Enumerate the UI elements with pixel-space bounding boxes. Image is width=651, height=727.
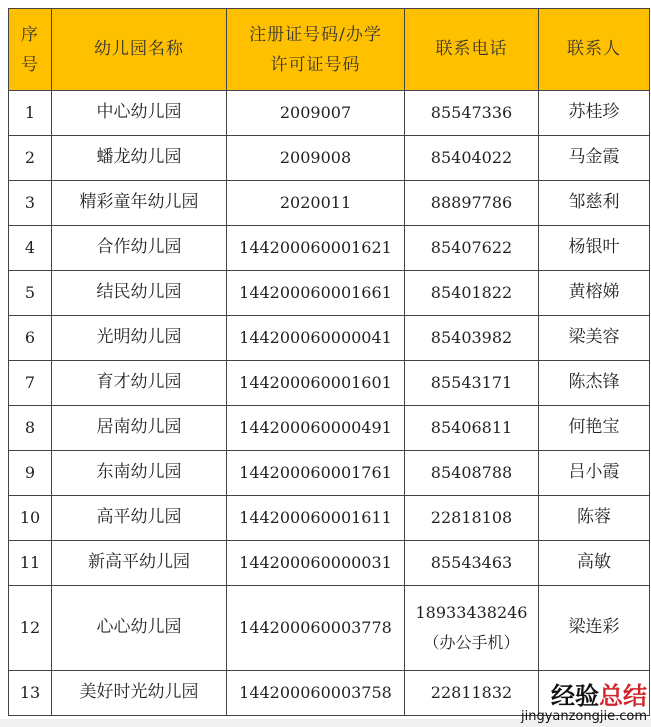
- row-name: 结民幼儿园: [52, 271, 227, 316]
- row-contact: 陈杰锋: [539, 361, 650, 406]
- row-code: 144200060001601: [227, 361, 405, 406]
- row-phone: 85543171: [405, 361, 539, 406]
- row-contact: 邹慈利: [539, 181, 650, 226]
- table-row: [9, 226, 650, 271]
- row-phone: 85543463: [405, 541, 539, 586]
- row-index: 5: [9, 271, 52, 316]
- row-index: 4: [9, 226, 52, 271]
- row-name: 中心幼儿园: [52, 91, 227, 136]
- row-code: 2020011: [227, 181, 405, 226]
- table-row: [9, 136, 650, 181]
- row-code: 144200060000491: [227, 406, 405, 451]
- row-name: 育才幼儿园: [52, 361, 227, 406]
- row-name: 光明幼儿园: [52, 316, 227, 361]
- row-index: 1: [9, 91, 52, 136]
- row-contact: 梁美容: [539, 316, 650, 361]
- header-index: [9, 9, 52, 91]
- row-code: 144200060003758: [227, 671, 405, 716]
- header-code-line1: 注册证号码/办学: [249, 24, 382, 45]
- row-phone: 88897786: [405, 181, 539, 226]
- table-row: [9, 361, 650, 406]
- row-contact: 马金霞: [539, 136, 650, 181]
- row-phone: 22811832: [405, 671, 539, 716]
- row-phone: 85407622: [405, 226, 539, 271]
- table-row: [9, 181, 650, 226]
- table-row: [9, 671, 650, 716]
- bottom-strip: [0, 719, 651, 727]
- row-contact: 黄榕娣: [539, 271, 650, 316]
- header-name: 幼儿园名称: [52, 9, 227, 91]
- row-contact: 杨银叶: [539, 226, 650, 271]
- row-phone: 22818108: [405, 496, 539, 541]
- row-name: 高平幼儿园: [52, 496, 227, 541]
- row-contact: [539, 671, 650, 716]
- header-code-line2: 许可证号码: [270, 54, 361, 75]
- row-contact: 何艳宝: [539, 406, 650, 451]
- row-name: 合作幼儿园: [52, 226, 227, 271]
- table-row: [9, 271, 650, 316]
- kindergarten-table-container: [8, 8, 649, 716]
- row-code: 144200060000041: [227, 316, 405, 361]
- row-index: 9: [9, 451, 52, 496]
- row-phone: 85404022: [405, 136, 539, 181]
- watermark-text-a: 经验: [551, 682, 599, 710]
- row-phone: 85408788: [405, 451, 539, 496]
- row-name: 精彩童年幼儿园: [52, 181, 227, 226]
- header-phone: 联系电话: [405, 9, 539, 91]
- row-phone: 85406811: [405, 406, 539, 451]
- row-index: 2: [9, 136, 52, 181]
- table-header-row: [9, 9, 650, 91]
- row-phone-note: （办公手机）: [423, 633, 520, 652]
- header-contact: 联系人: [539, 9, 650, 91]
- row-contact: 陈蓉: [539, 496, 650, 541]
- table-row: [9, 451, 650, 496]
- watermark-text-b: 总结: [599, 682, 647, 710]
- row-code: 144200060001621: [227, 226, 405, 271]
- row-name: 新高平幼儿园: [52, 541, 227, 586]
- header-code: [227, 9, 405, 91]
- table-row: [9, 91, 650, 136]
- row-code: 2009008: [227, 136, 405, 181]
- header-index-line1: 序: [21, 24, 39, 45]
- row-code: 144200060001761: [227, 451, 405, 496]
- row-index: 12: [9, 586, 52, 671]
- table-row: [9, 496, 650, 541]
- row-index: 3: [9, 181, 52, 226]
- row-index: 7: [9, 361, 52, 406]
- row-index: 11: [9, 541, 52, 586]
- row-contact: 梁连彩: [539, 586, 650, 671]
- row-name: 蟠龙幼儿园: [52, 136, 227, 181]
- row-code: 2009007: [227, 91, 405, 136]
- row-name: 心心幼儿园: [52, 586, 227, 671]
- table-row: [9, 586, 650, 671]
- row-phone-number: 18933438246: [415, 603, 528, 622]
- table-row: [9, 541, 650, 586]
- table-row: [9, 316, 650, 361]
- row-contact: 吕小霞: [539, 451, 650, 496]
- row-phone: 85403982: [405, 316, 539, 361]
- row-code: 144200060003778: [227, 586, 405, 671]
- row-code: 144200060000031: [227, 541, 405, 586]
- row-phone: [405, 586, 539, 671]
- row-index: 10: [9, 496, 52, 541]
- row-phone: 85547336: [405, 91, 539, 136]
- kindergarten-table: [8, 8, 650, 716]
- row-contact: 苏桂珍: [539, 91, 650, 136]
- row-index: 13: [9, 671, 52, 716]
- row-index: 6: [9, 316, 52, 361]
- row-name: 居南幼儿园: [52, 406, 227, 451]
- header-index-line2: 号: [21, 54, 39, 75]
- watermark-url: jingyanzongjie.com: [520, 709, 647, 724]
- row-code: 144200060001661: [227, 271, 405, 316]
- row-name: 美好时光幼儿园: [52, 671, 227, 716]
- row-contact: 高敏: [539, 541, 650, 586]
- row-name: 东南幼儿园: [52, 451, 227, 496]
- row-code: 144200060001611: [227, 496, 405, 541]
- row-phone: 85401822: [405, 271, 539, 316]
- table-row: [9, 406, 650, 451]
- row-index: 8: [9, 406, 52, 451]
